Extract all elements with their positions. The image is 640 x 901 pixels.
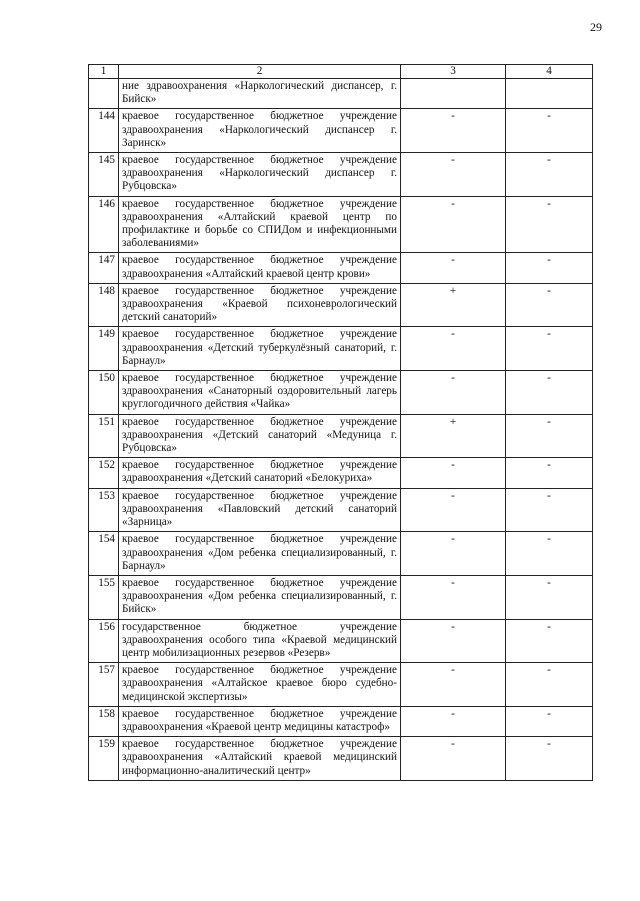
column-4-mark: -: [506, 283, 593, 327]
institution-name: краевое государственное бюджетное учреждение здравоохранения «Алтайское краевое бюро судебно-медицинской экспертизы»: [119, 663, 401, 707]
institution-name: краевое государственное бюджетное учреждение здравоохранения «Детский туберкулёзный санаторий, г. Барнаул»: [119, 327, 401, 371]
column-3-mark: -: [401, 109, 506, 153]
row-number: 148: [89, 283, 119, 327]
institution-name: краевое государственное бюджетное учреждение здравоохранения «Наркологический диспансер г. Заринск»: [119, 109, 401, 153]
row-number: 158: [89, 706, 119, 736]
table-row: [89, 619, 593, 663]
column-4-mark: -: [506, 619, 593, 663]
column-4-mark: -: [506, 737, 593, 781]
column-3-mark: -: [401, 153, 506, 197]
column-3-mark: -: [401, 196, 506, 253]
row-number: 147: [89, 253, 119, 283]
column-3-mark: +: [401, 283, 506, 327]
page-number: 29: [590, 20, 602, 34]
institutions-table: [88, 64, 593, 781]
column-3-mark: -: [401, 253, 506, 283]
institution-name: краевое государственное бюджетное учреждение здравоохранения «Краевой центр медицины катастроф»: [119, 706, 401, 736]
row-number: 159: [89, 737, 119, 781]
column-4-mark: -: [506, 153, 593, 197]
column-4-mark: -: [506, 414, 593, 458]
table-row: [89, 196, 593, 253]
row-number: 149: [89, 327, 119, 371]
column-4-mark: -: [506, 532, 593, 576]
institution-name: краевое государственное бюджетное учреждение здравоохранения «Дом ребенка специализированный, г. Барнаул»: [119, 532, 401, 576]
table-row: [89, 327, 593, 371]
institution-name: краевое государственное бюджетное учреждение здравоохранения «Краевой психоневрологический детский санаторий»: [119, 283, 401, 327]
column-3-mark: -: [401, 327, 506, 371]
row-number: [89, 79, 119, 109]
institution-name: краевое государственное бюджетное учреждение здравоохранения «Детский санаторий «Белокуриха»: [119, 458, 401, 488]
table-row: [89, 153, 593, 197]
column-3-mark: -: [401, 532, 506, 576]
column-4-mark: -: [506, 575, 593, 619]
column-4-mark: -: [506, 253, 593, 283]
column-header-1: 1: [89, 65, 119, 79]
column-header-2: 2: [119, 65, 401, 79]
column-3-mark: -: [401, 371, 506, 415]
column-3-mark: -: [401, 737, 506, 781]
institution-name: ние здравоохранения «Наркологический диспансер, г. Бийск»: [119, 79, 401, 109]
table-body: [89, 79, 593, 781]
row-number: 151: [89, 414, 119, 458]
institution-name: краевое государственное бюджетное учреждение здравоохранения «Алтайский краевой медицинский информационно-аналитический центр»: [119, 737, 401, 781]
column-3-mark: -: [401, 458, 506, 488]
row-number: 146: [89, 196, 119, 253]
table-row: [89, 371, 593, 415]
table-row: [89, 488, 593, 532]
column-4-mark: -: [506, 371, 593, 415]
column-4-mark: [506, 79, 593, 109]
column-3-mark: -: [401, 663, 506, 707]
row-number: 156: [89, 619, 119, 663]
row-number: 150: [89, 371, 119, 415]
column-header-3: 3: [401, 65, 506, 79]
row-number: 155: [89, 575, 119, 619]
institutions-table-container: [88, 64, 592, 781]
column-3-mark: -: [401, 488, 506, 532]
institution-name: краевое государственное бюджетное учреждение здравоохранения «Павловский детский санаторий «Зарница»: [119, 488, 401, 532]
institution-name: краевое государственное бюджетное учреждение здравоохранения «Алтайский краевой центр по профилактике и борьбе со СПИДом и инфекционными заболеваниями»: [119, 196, 401, 253]
institution-name: государственное бюджетное учреждение здравоохранения особого типа «Краевой медицинский центр мобилизационных резервов «Резерв»: [119, 619, 401, 663]
institution-name: краевое государственное бюджетное учреждение здравоохранения «Дом ребенка специализированный, г. Бийск»: [119, 575, 401, 619]
table-row: [89, 575, 593, 619]
table-row: [89, 109, 593, 153]
column-4-mark: -: [506, 663, 593, 707]
row-number: 144: [89, 109, 119, 153]
column-3-mark: -: [401, 619, 506, 663]
column-4-mark: -: [506, 196, 593, 253]
column-4-mark: -: [506, 488, 593, 532]
institution-name: краевое государственное бюджетное учреждение здравоохранения «Алтайский краевой центр крови»: [119, 253, 401, 283]
institution-name: краевое государственное бюджетное учреждение здравоохранения «Санаторный оздоровительный лагерь круглогодичного действия «Чайка»: [119, 371, 401, 415]
table-row: [89, 706, 593, 736]
table-row: [89, 253, 593, 283]
institution-name: краевое государственное бюджетное учреждение здравоохранения «Детский санаторий «Медуница г. Рубцовска»: [119, 414, 401, 458]
header-row: [89, 65, 593, 79]
table-row: [89, 414, 593, 458]
column-4-mark: -: [506, 458, 593, 488]
row-number: 145: [89, 153, 119, 197]
row-number: 152: [89, 458, 119, 488]
column-3-mark: -: [401, 575, 506, 619]
table-row: [89, 79, 593, 109]
column-3-mark: -: [401, 706, 506, 736]
column-4-mark: -: [506, 109, 593, 153]
row-number: 153: [89, 488, 119, 532]
table-row: [89, 458, 593, 488]
table-row: [89, 532, 593, 576]
column-3-mark: +: [401, 414, 506, 458]
column-4-mark: -: [506, 327, 593, 371]
table-row: [89, 737, 593, 781]
institution-name: краевое государственное бюджетное учреждение здравоохранения «Наркологический диспансер г. Рубцовска»: [119, 153, 401, 197]
column-3-mark: [401, 79, 506, 109]
table-row: [89, 283, 593, 327]
row-number: 154: [89, 532, 119, 576]
column-header-4: 4: [506, 65, 593, 79]
row-number: 157: [89, 663, 119, 707]
column-4-mark: -: [506, 706, 593, 736]
table-row: [89, 663, 593, 707]
